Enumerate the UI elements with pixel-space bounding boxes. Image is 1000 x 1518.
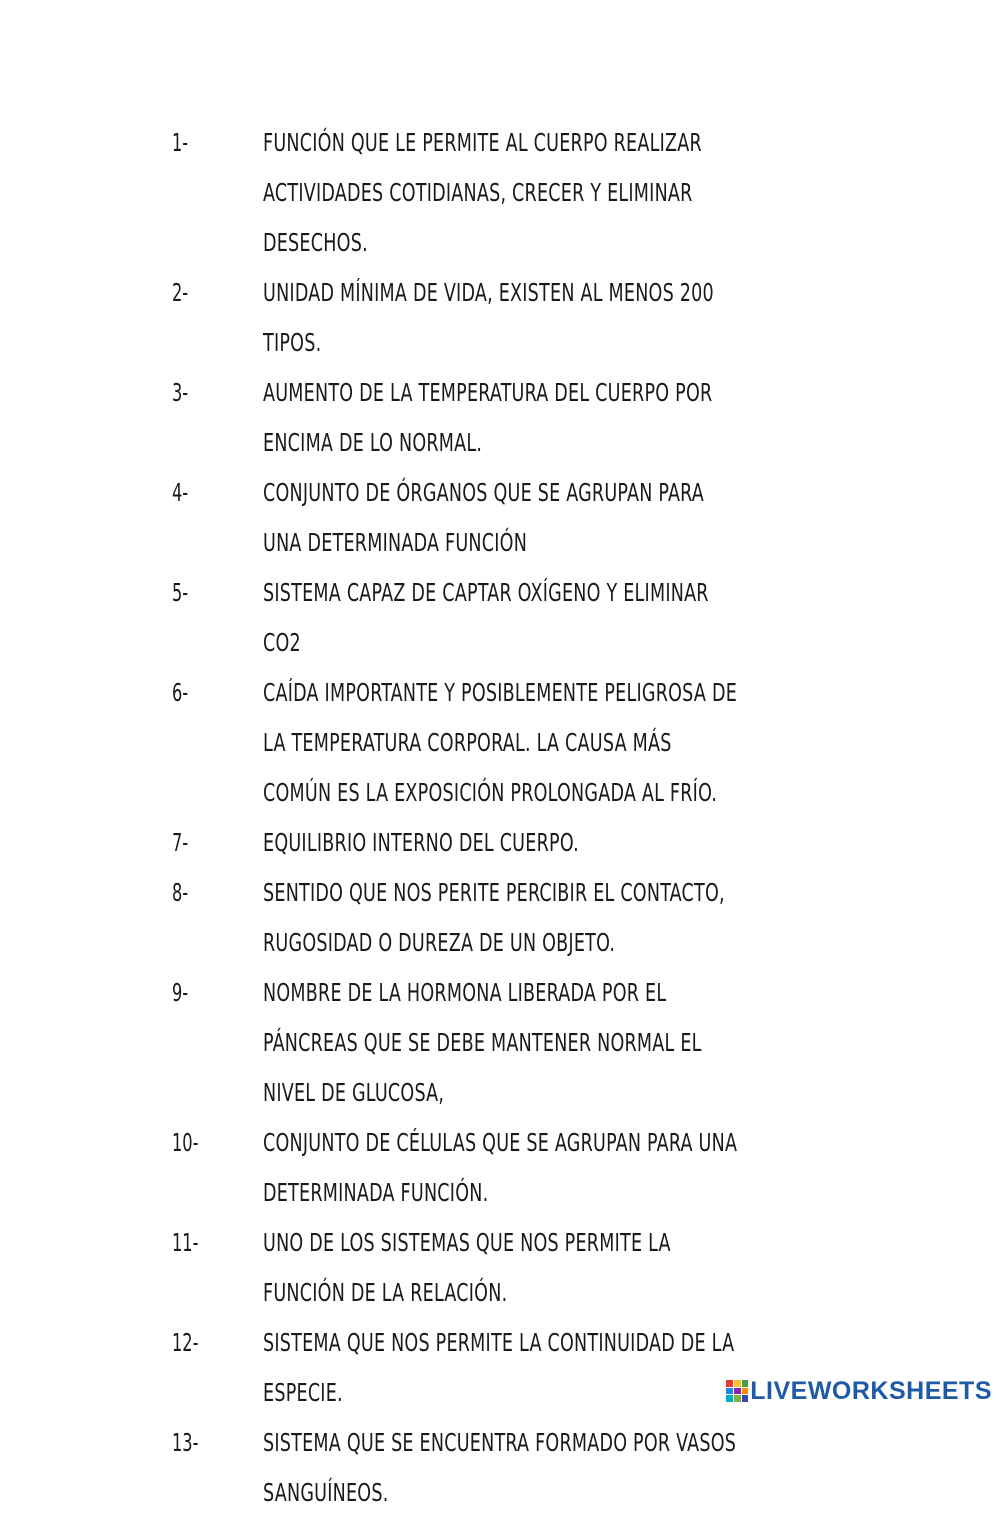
question-number: 7- [172,828,189,857]
logo-tile [726,1395,733,1402]
question-text: FUNCIÓN QUE LE PERMITE AL CUERPO REALIZAR ACTIVIDADES COTIDIANAS, CRECER Y ELIMINAR DESECHOS. [263,128,702,257]
question-item [172,268,872,368]
logo-tile [726,1388,733,1395]
liveworksheets-logo-icon [726,1380,748,1402]
question-text: NOMBRE DE LA HORMONA LIBERADA POR EL PÁNCREAS QUE SE DEBE MANTENER NORMAL EL NIVEL DE GLUCOSA, [263,978,702,1107]
question-number: 2- [172,278,189,307]
question-text: SISTEMA CAPAZ DE CAPTAR OXÍGENO Y ELIMINAR CO2 [263,578,709,657]
question-item [172,568,872,668]
question-text: AUMENTO DE LA TEMPERATURA DEL CUERPO POR ENCIMA DE LO NORMAL. [263,378,713,457]
question-text: UNIDAD MÍNIMA DE VIDA, EXISTEN AL MENOS 200 TIPOS. [263,278,714,357]
question-number: 10- [172,1128,199,1157]
brand-name: LIVEWORKSHEETS [750,1376,992,1405]
logo-tile [734,1395,741,1402]
question-text: EQUILIBRIO INTERNO DEL CUERPO. [263,828,579,857]
question-number: 12- [172,1328,199,1357]
question-text: CONJUNTO DE CÉLULAS QUE SE AGRUPAN PARA UNA DETERMINADA FUNCIÓN. [263,1128,738,1207]
logo-tile [742,1380,749,1387]
question-item [172,468,872,568]
question-item [172,1218,872,1318]
question-item [172,1418,872,1518]
question-number: 9- [172,978,189,1007]
question-list [172,118,872,1518]
question-text: CAÍDA IMPORTANTE Y POSIBLEMENTE PELIGROSA DE LA TEMPERATURA CORPORAL. LA CAUSA MÁS COMÚN ES LA EXPOSICIÓN PROLONGADA AL FRÍO. [263,678,738,807]
question-number: 3- [172,378,189,407]
logo-tile [742,1395,749,1402]
question-number: 5- [172,578,189,607]
question-item [172,818,872,868]
question-text: CONJUNTO DE ÓRGANOS QUE SE AGRUPAN PARA UNA DETERMINADA FUNCIÓN [263,478,705,557]
logo-tile [726,1380,733,1387]
logo-tile [734,1380,741,1387]
question-text: SISTEMA QUE NOS PERMITE LA CONTINUIDAD DE LA ESPECIE. [263,1328,735,1407]
question-item [172,368,872,468]
question-number: 1- [172,128,189,157]
question-item [172,118,872,268]
question-item [172,968,872,1118]
question-number: 6- [172,678,189,707]
question-item [172,668,872,818]
question-item [172,868,872,968]
liveworksheets-brand[interactable] [726,1377,992,1405]
question-number: 11- [172,1228,199,1257]
question-text: SISTEMA QUE SE ENCUENTRA FORMADO POR VASOS SANGUÍNEOS. [263,1428,737,1507]
logo-tile [734,1388,741,1395]
question-number: 4- [172,478,189,507]
question-item [172,1118,872,1218]
logo-tile [742,1388,749,1395]
question-text: UNO DE LOS SISTEMAS QUE NOS PERMITE LA FUNCIÓN DE LA RELACIÓN. [263,1228,671,1307]
question-text: SENTIDO QUE NOS PERITE PERCIBIR EL CONTACTO, RUGOSIDAD O DUREZA DE UN OBJETO. [263,878,725,957]
question-number: 13- [172,1428,199,1457]
question-number: 8- [172,878,189,907]
